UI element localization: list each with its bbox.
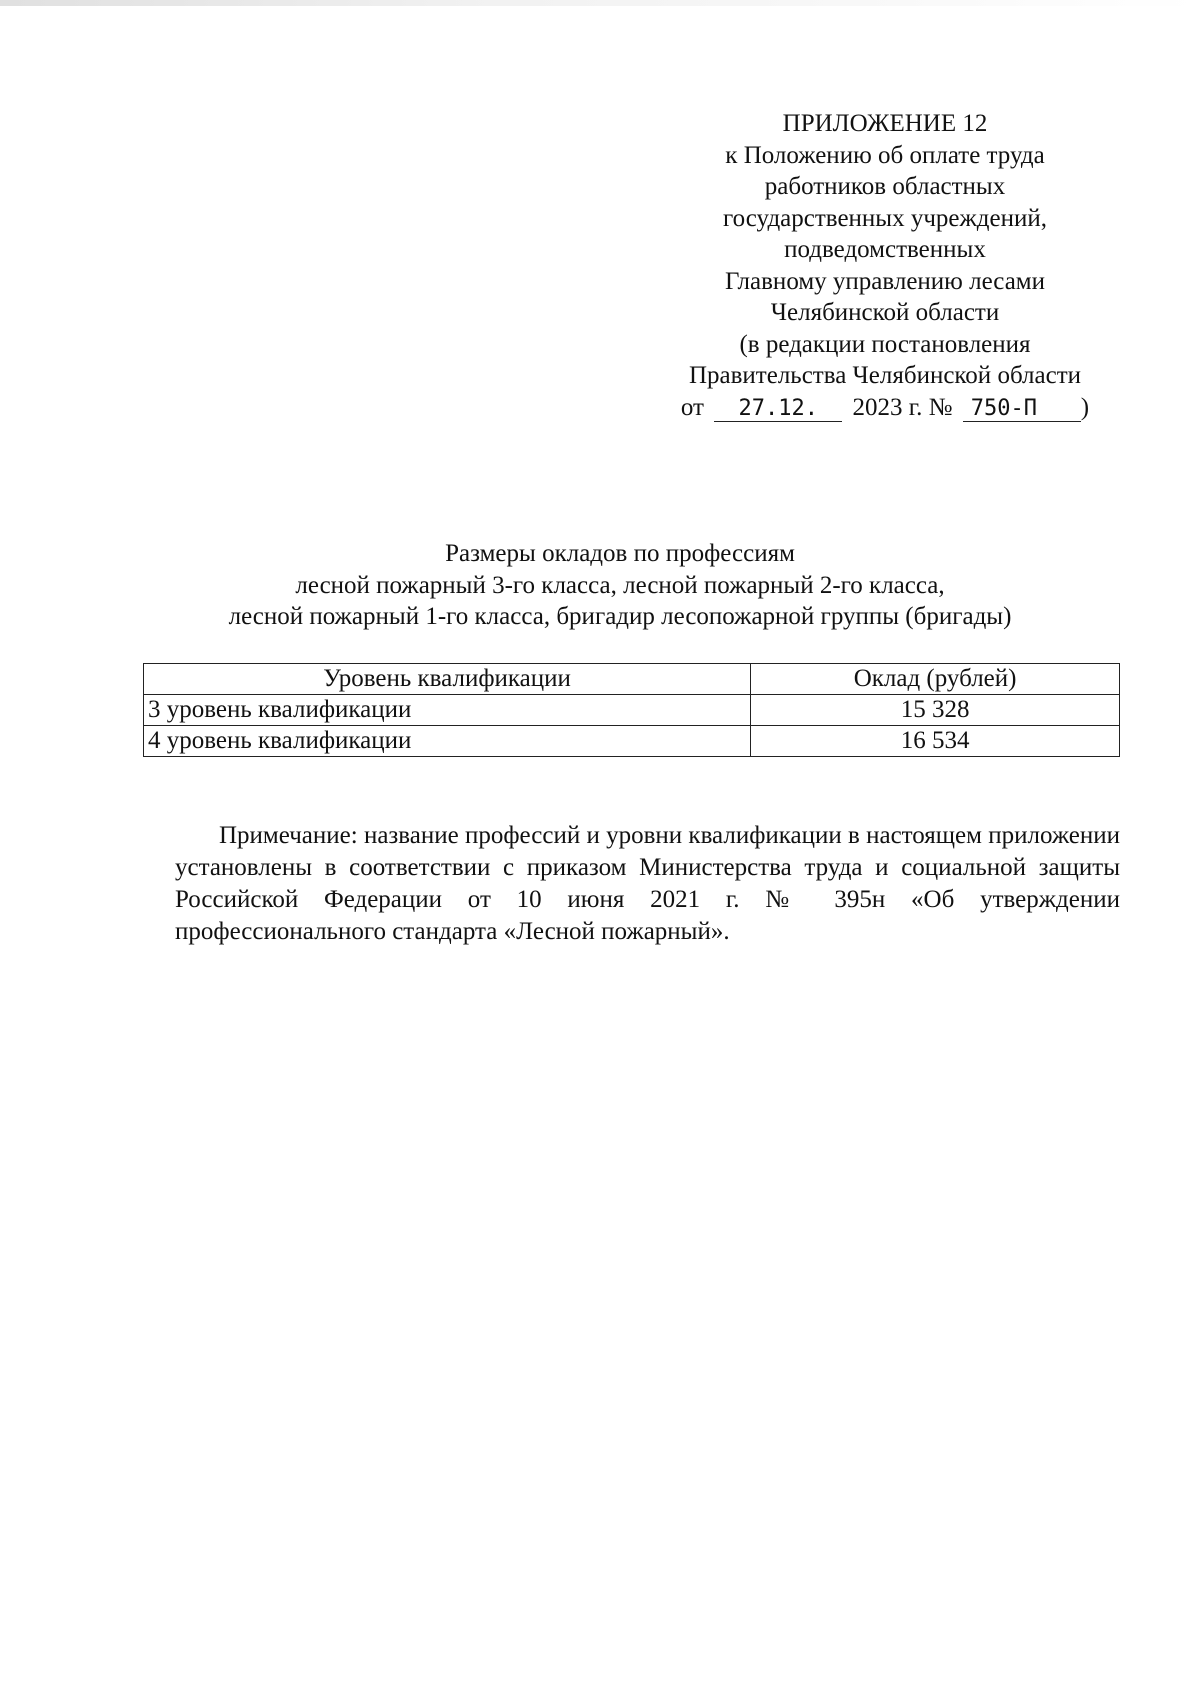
document-title	[130, 538, 1110, 633]
appendix-title: ПРИЛОЖЕНИЕ 12	[782, 110, 988, 137]
cell-level: 3 уровень квалификации	[144, 695, 751, 726]
closing-paren: )	[1080, 393, 1090, 421]
header-line: Челябинской области	[770, 299, 1000, 326]
title-line: лесной пожарный 3-го класса, лесной пожарный 2-го класса,	[295, 571, 945, 599]
resolution-date-line	[650, 392, 1120, 424]
cell-salary: 16 534	[751, 726, 1120, 757]
header-line: (в редакции постановления	[739, 330, 1031, 358]
header-line: Главному управлению лесами	[724, 267, 1046, 295]
header-cell-level: Уровень квалификации	[144, 664, 751, 695]
title-line: Размеры окладов по профессиям	[445, 540, 795, 567]
table-row	[144, 726, 1120, 757]
table-header-row	[144, 664, 1120, 695]
title-line: лесной пожарный 1-го класса, бригадир лесопожарной группы (бригады)	[228, 603, 1012, 630]
header-line: к Положению об оплате труда	[725, 141, 1045, 169]
appendix-header	[650, 108, 1120, 423]
salary-table	[143, 663, 1120, 757]
header-line: работников областных	[764, 173, 1006, 200]
header-line: государственных учреждений,	[723, 204, 1047, 232]
header-cell-salary: Оклад (рублей)	[751, 664, 1120, 695]
cell-salary: 15 328	[751, 695, 1120, 726]
resolution-date: 27.12.	[714, 397, 842, 422]
header-line: Правительства Челябинской области	[688, 362, 1082, 389]
scan-edge-artifact	[0, 0, 1200, 6]
date-prefix: от	[680, 393, 704, 421]
note-paragraph: Примечание: название профессий и уровни квалификации в настоящем приложении установлены в соответствии с приказом Министерства труда и социальной защиты Российской Федерации от 10 июня 2021 г. № 395н «Об утверждении профессионального стандарта «Лесной пожарный».	[175, 822, 1120, 945]
resolution-number: 750-П	[963, 397, 1081, 422]
table-row	[144, 695, 1120, 726]
year-text: 2023 г. №	[852, 393, 953, 421]
header-line: подведомственных	[784, 236, 986, 263]
cell-level: 4 уровень квалификации	[144, 726, 751, 757]
